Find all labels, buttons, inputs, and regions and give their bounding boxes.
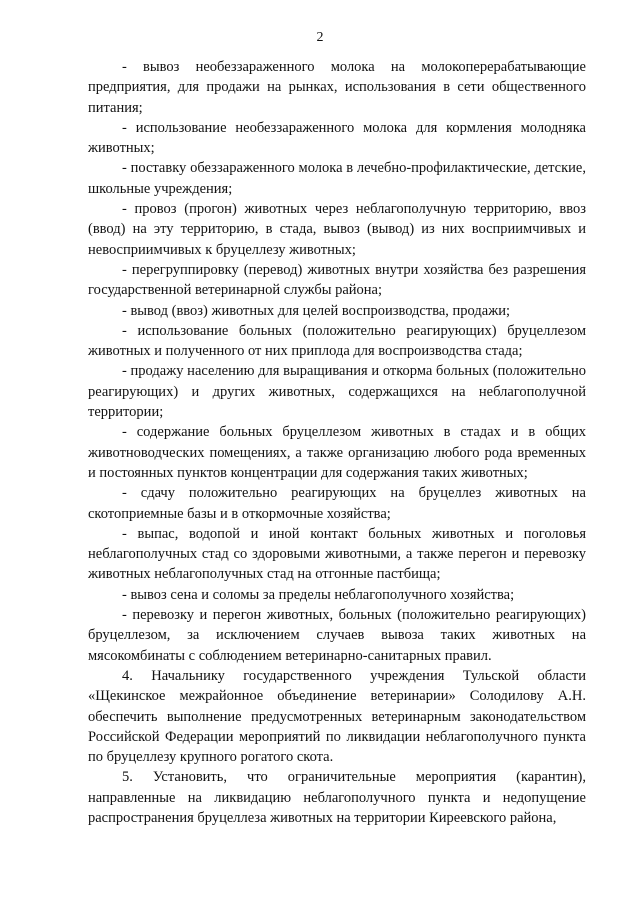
paragraph-keeping-sick-animals-ban: - содержание больных бруцеллезом животных в стадах и в общих животноводческих помещениях, а также организацию любого рода временных и постоянных пунктов концентрации для содержания таких животных; bbox=[88, 424, 586, 481]
paragraph-item-4: 4. Начальнику государственного учреждения Тульской области «Щекинское межрайонное объединение ветеринарии» Солодилову А.Н. обеспечить выполнение предусмотренных ветеринарным законодательством Российской Федерации мероприятий по ликвидации неблагополучного пункта по бруцеллезу крупного рогатого скота. bbox=[88, 667, 586, 766]
paragraph-milk-export-ban: - вывоз необеззараженного молока на молокоперерабатывающие предприятия, для продажи на рынках, использования в сети общественного питания; bbox=[88, 59, 586, 116]
paragraph-item-5: 5. Установить, что ограничительные мероприятия (карантин), направленные на ликвидацию неблагополучного пункта и недопущение распространения бруцеллеза животных на территории Киреевского района, bbox=[88, 769, 586, 826]
paragraph-breeding-export-ban: - вывод (ввоз) животных для целей воспроизводства, продажи; bbox=[122, 302, 511, 319]
paragraph-regrouping-ban: - перегруппировку (перевод) животных внутри хозяйства без разрешения государственной ветеринарной службы района; bbox=[88, 261, 586, 299]
paragraph-transport-ban: - перевозку и перегон животных, больных (положительно реагирующих) бруцеллезом, за исключением случаев вывоза таких животных на мясокомбинаты с соблюдением ветеринарно-санитарных правил. bbox=[88, 607, 586, 664]
paragraph-milk-feeding-ban: - использование необеззараженного молока для кормления молодняка животных; bbox=[88, 119, 586, 157]
page-number: 2 bbox=[316, 30, 324, 45]
paragraph-sick-animals-breeding-ban: - использование больных (положительно реагирующих) бруцеллезом животных и полученного от них приплода для воспроизводства стада; bbox=[88, 322, 586, 360]
paragraph-hay-export-ban: - вывоз сена и соломы за пределы неблагополучного хозяйства; bbox=[122, 586, 515, 603]
paragraph-milk-supply-ban: - поставку обеззараженного молока в лечебно-профилактические, детские, школьные учреждения; bbox=[88, 160, 586, 197]
paragraph-grazing-contact-ban: - выпас, водопой и иной контакт больных животных и поголовья неблагополучных стад со здоровыми животными, а также перегон и перевозку животных неблагополучных стад на отгонные пастбища; bbox=[88, 525, 586, 583]
document-body bbox=[88, 57, 586, 828]
paragraph-animal-transit-ban: - провоз (прогон) животных через неблагополучную территорию, ввоз (ввод) на эту территорию, в стада, вывоз (вывод) из них восприимчивых и невосприимчивых к бруцеллезу животных; bbox=[88, 201, 586, 258]
paragraph-delivery-ban: - сдачу положительно реагирующих на бруцеллез животных на скотоприемные базы и в откормочные хозяйства; bbox=[88, 485, 586, 522]
paragraph-sale-to-population-ban: - продажу населению для выращивания и откорма больных (положительно реагирующих) и других животных, содержащихся на неблагополучной территории; bbox=[88, 363, 586, 421]
